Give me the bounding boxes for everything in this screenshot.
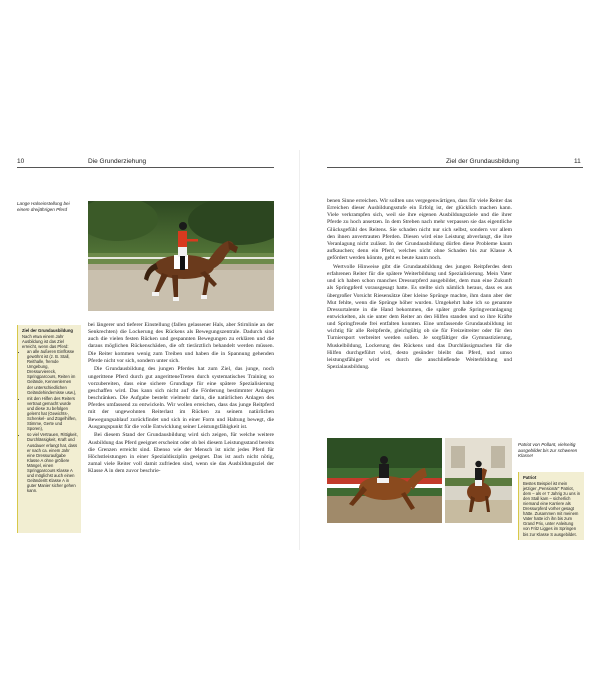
goal-infobox-title: Ziel der Grundausbildung (22, 328, 73, 333)
paragraph: Die Grundausbildung des jungen Pferdes hat zum Ziel, das junge, noch ungerittene Pferd durch gut angeritteneTreten durch systematisches Training so vorzubereiten, dass eine sichere Grundlage für eine spätere Spezialisierung geschaffen wird. Das kann sich nicht auf die Förderung bestimmter Anlagen beschränken. Die Aufgabe besteht vielmehr darin, die natürlichen Anlagen des Pferdes umfassend zu entwickeln. Wir wollen erreichen, dass das junge Reitpferd mit der ungewohnten Reiterlast im Rücken zu seinem natürlichen Bewegungsablauf zurückfindet und sich in einer Form und Haltung bewegt, die Ausgangspunkt für die volle Entwicklung seiner Leistungsfähigkeit ist. (88, 366, 274, 430)
dressage-arena-photo (445, 438, 512, 523)
right-body-text (327, 198, 512, 373)
dressage-horse-photo (88, 201, 274, 311)
left-running-head: Die Grunderziehung (88, 158, 147, 165)
goal-infobox-intro: Nach etwa einem Jahr Ausbildung ist das Ziel erreicht, wenn das Pferd: (22, 333, 69, 349)
paragraph: benen Sinne erreichen. Wir sollten uns vergegenwärtigen, dass für viele Reiter das Erreichen dieser Ausbildungsstufe ein Erfolg ist, der glücklich machen kann. Viele verkrampfen sich, weil sie ihre eigenen Ausbildungsziele und die ihrer Pferde zu hoch ansetzen. In dem Streben nach mehr verpassen sie das eigentliche Glücksgefühl des Reitens. Sie schaden nicht nur sich selbst, sondern vor allem den ihnen anvertrauten Pferden. Diesen wird eine Leistung abverlangt, die ihre Veranlagung nicht zulässt. In der Grundausbildung dürfen diese Probleme kaum aufkauchen; denn ein Pferd, welches nicht ohne Schaden bis zur Klasse A gefördert werden könnte, geht es beute kaum noch. (327, 198, 512, 262)
goal-infobox-item: • so viel Vertrauen, Rittigkeit, Durchlässigkeit, Kraft und Ausdauer erlangt hat, dass er nach ca. einem Jahr eine Dressuraufgabe Klasse A ohne größere Mängel, einen Springparcours Klasse A und möglichst auch einen Geländeritt Klasse A in guter Manier sicher gehen kann. (27, 432, 78, 493)
goal-infobox (17, 325, 81, 533)
left-header-rule (17, 167, 274, 168)
paragraph: bei längerer und tieferer Einstellung (fallen gelassener Hals, aber Stirnlinie an der Senkrechten) die Lockerung des Rückens als Bewegungszentrale. Dadurch sind auch die vielen festen Rücken und gespannten Bewegungen zu erklären und die daraus möglichen Rückenschäden, die oft tierärztlich behandelt werden müssen. Die Reiter kommen wenig zum Treiben und haben die in Spannung gehenden Pferde nicht vor sich, sondern unter sich. (88, 322, 274, 364)
right-header-rule (327, 167, 583, 168)
paragraph: Wertvolle Hinweise gibt die Grundausbildung des jungen Reitpferdes dem erfahrenen Reiter für die spätere Weiterbildung und Spezialisierung. Mein Vater und ich haben schon manches Dressurpferd ausgebildet, dem man eine Zukunft als Springpferd vorausgesagt hatte. Es stellte sich nämlich heraus, dass es aus übergroßer Vorsicht Riesensätze über kleine Sprünge machte, ihm dann aber der Mut fehlte, wenn die Sprünge höher wurden. Umgekehrt habe ich so genannte Dressurtalente in die Hand bekommen, die später große Springveranlagung entwickelten, als sie unter dem Reiter an den Hilfen standen und so ihre Kräfte und Springfreude frei entfalten konnten. Eine umfassende Grundausbildung ist wichtig für alle Reitpferde, gleichgültig ob sie für Freizeitreiter oder für den Turniersport verbreitet werden sollen. Je sorgfältiger die Gymnastizierung, Muskelbildung, Lockerung des Rückens und das Durchlässigmachen für die Hilfen durchgeführt wird, desto gesünder bleibt das Pferd, und umso leistungsfähiger wird es durch die anschließende Weiterbildung und Spezialausbildung. (327, 263, 512, 371)
arena-photo-illustration (445, 438, 512, 523)
show-jumping-photo (327, 438, 442, 523)
left-photo-caption: Lange Halseinstellung bei einem dreijährigen Pferd (17, 201, 70, 212)
patriot-infobox (518, 472, 584, 540)
right-photo-caption: Patriot von Pollant, vielseitig ausgebildet bis zur schweren Klasse! (518, 442, 578, 459)
goal-infobox-item: • mit den Hilfen des Reiters vertraut gemacht wurde und diese zu befolgen gelernt hat (Gewichts-, Schenkel- und Zügelhilfen, Stimme, Gerte und Sporen), (27, 396, 78, 432)
right-running-head: Ziel der Grundausbildung (446, 158, 519, 165)
patriot-infobox-text: Bestes Beispiel ist mein jetziger „Pensionär" Patriot, dem – als er 7 Jahrig zu uns in den Stall kam – sicherlich niemand eine Karriere als Dressurpferd vorher gesagt hätte. Zusammen mit meinem Vater hatte ich ihn bis zum Grand Prix, unter Anleitung von Fritz Ligges im Springen bis zur Klasse S ausgebildet. (523, 480, 581, 537)
dressage-photo-illustration (88, 201, 274, 311)
patriot-infobox-title: Patriot (523, 475, 537, 480)
right-page-number: 11 (574, 158, 581, 165)
goal-infobox-item: • an alle äußeren Einflüsse gewöhnt ist (z. B. Stall, Reithalle, fremde Umgebung, Dressurviereck, Springparcours, Reiten im Gelände, Kennenlernen der unterschiedlichen Geländehindernisse usw.), (27, 349, 78, 395)
jumping-photo-illustration (327, 438, 442, 523)
left-body-text (88, 322, 274, 477)
paragraph: Bei diesem Stand der Grundausbildung wird sich zeigen, für welche weitere Ausbildung das Pferd geeignet erscheint oder ob bei diesem Leistungsstand bereits die Grenzen erreicht sind. Ebenso wie der Mensch ist nicht jedes Pferd für Höchstleistungen in einer Spezialdisziplin geeignet. Das ist auch nicht nötig, zumal viele Reiter voll damit zufrieden sind, wenn sie das Ausbildungsziel der Klasse A in dem zuvor beschrie- (88, 432, 274, 475)
goal-infobox-list (22, 349, 78, 494)
left-page-number: 10 (17, 158, 25, 165)
